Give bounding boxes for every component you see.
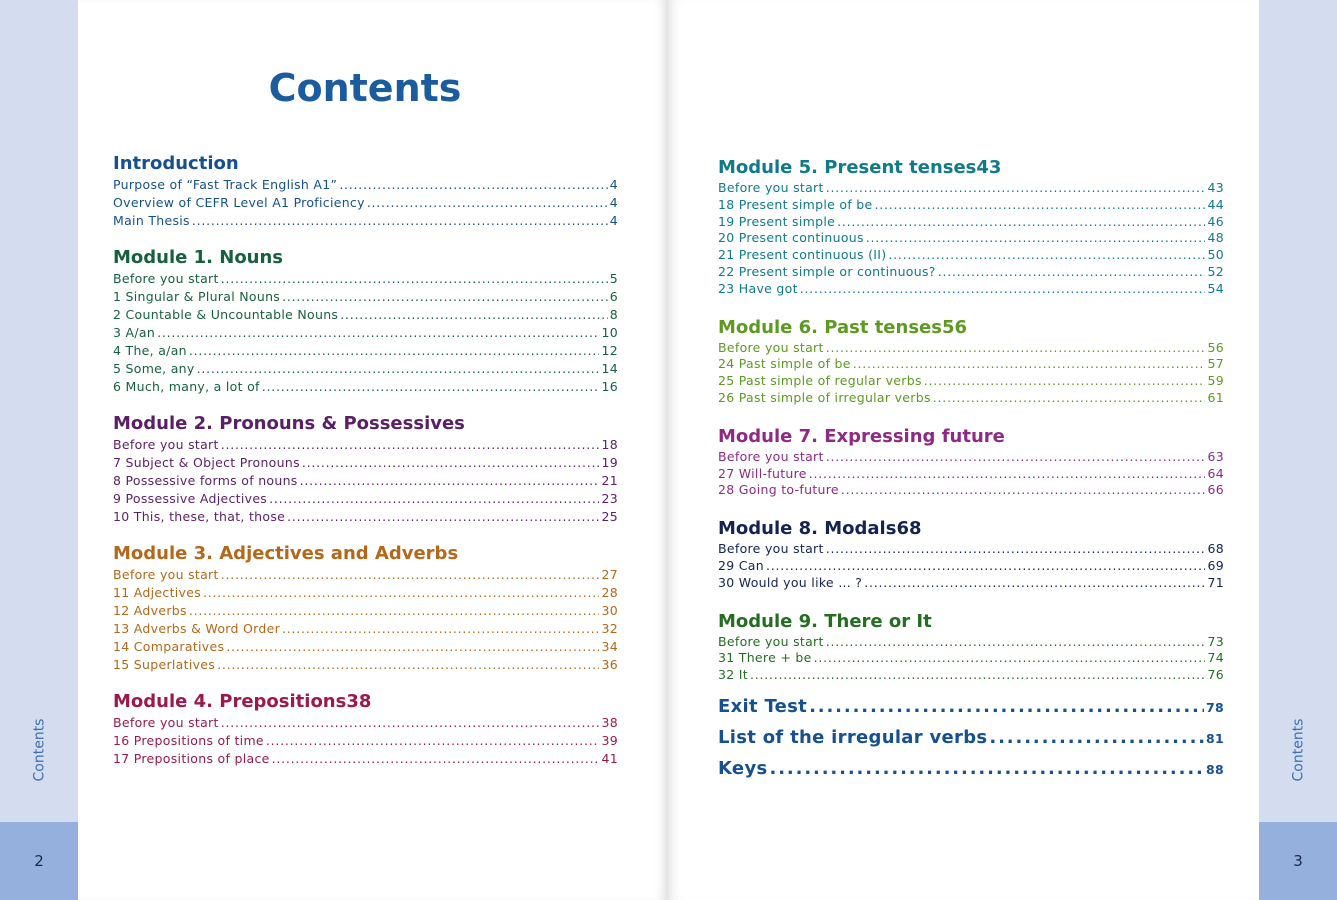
toc-section: [718, 425, 1224, 499]
entry-label: 12 Adverbs: [113, 603, 187, 618]
dot-leader: [770, 754, 1205, 784]
toc-entry[interactable]: [113, 732, 618, 750]
entry-page-number: 44: [1207, 196, 1224, 212]
entry-label: 29 Can: [718, 557, 764, 573]
entry-label: 16 Prepositions of time: [113, 733, 264, 748]
toc-entry[interactable]: [113, 602, 618, 620]
entry-label: Exit Test: [718, 695, 808, 717]
dot-leader: [262, 378, 600, 396]
dot-leader: [221, 270, 608, 288]
entry-label: 14 Comparatives: [113, 639, 225, 654]
left-page: [78, 0, 668, 900]
entry-label: Before you start: [718, 180, 824, 195]
dot-leader: [924, 373, 1206, 390]
toc-entry[interactable]: [113, 176, 618, 194]
entry-label: Overview of CEFR Level A1 Proficiency: [113, 195, 365, 210]
toc-entry[interactable]: [113, 436, 618, 454]
dot-leader: [853, 356, 1206, 373]
toc-entry[interactable]: [113, 212, 618, 230]
entry-label: Before you start: [113, 567, 219, 582]
dot-leader: [226, 638, 599, 656]
entry-label: Before you start: [718, 448, 824, 464]
entry-page-number: 50: [1207, 247, 1224, 263]
entry-page-number: 64: [1207, 465, 1224, 481]
dot-leader: [367, 194, 608, 212]
entry-label: 31 There + be: [718, 650, 812, 666]
toc-section: [113, 412, 618, 526]
section-title[interactable]: Module 8. Modals68: [718, 518, 922, 540]
entry-label: Before you start: [113, 437, 219, 452]
dot-leader: [282, 288, 608, 306]
entry-label: List of the irregular verbs: [718, 726, 988, 748]
entry-page-number: 76: [1207, 667, 1224, 683]
side-tab-label: Contents: [30, 718, 47, 782]
toc-entry[interactable]: [718, 340, 1224, 357]
entry-label: 30 Would you like … ?: [718, 574, 863, 590]
toc-section: [718, 517, 1224, 591]
side-tab-label: Contents: [1289, 718, 1306, 782]
toc-entry[interactable]: [113, 378, 618, 396]
entry-page-number: 19: [601, 455, 618, 470]
entry-label: 4 The, a/an: [113, 343, 187, 358]
toc-entry[interactable]: [113, 342, 618, 360]
toc-entry[interactable]: [718, 667, 1224, 684]
toc-entry[interactable]: [718, 247, 1224, 264]
entry-page-number: 59: [1207, 373, 1224, 389]
entry-label: Before you start: [113, 271, 219, 286]
entry-label: Before you start: [718, 633, 824, 649]
toc-entry[interactable]: [718, 356, 1224, 373]
toc-entry[interactable]: [113, 288, 618, 306]
dot-leader: [826, 541, 1206, 558]
toc-section: [718, 316, 1224, 407]
entry-label: Keys: [718, 757, 768, 779]
entry-label: 10 This, these, that, those: [113, 509, 286, 524]
entry-page-number: 56: [1207, 339, 1224, 355]
dot-leader: [287, 508, 599, 526]
dot-leader: [933, 390, 1206, 407]
right-side-tab: [1259, 0, 1337, 900]
entry-page-number: 10: [601, 325, 618, 340]
entry-label: 9 Possessive Adjectives: [113, 491, 268, 506]
entry-page-number: 6: [609, 289, 618, 304]
entry-label: 5 Some, any: [113, 361, 195, 376]
toc-entry[interactable]: [113, 638, 618, 656]
dot-leader: [221, 436, 600, 454]
entry-label: 6 Much, many, a lot of: [113, 379, 260, 394]
entry-page-number: 48: [1207, 230, 1224, 246]
toc-entry[interactable]: [718, 197, 1224, 214]
entry-page-number: 5: [609, 271, 618, 286]
entry-label: 23 Have got: [718, 280, 798, 296]
dot-leader: [809, 692, 1204, 722]
section-title[interactable]: Introduction: [113, 153, 239, 174]
entry-page-number: 46: [1207, 213, 1224, 229]
entry-page-number: 34: [601, 639, 618, 654]
toc-entry[interactable]: [718, 230, 1224, 247]
dot-leader: [266, 732, 600, 750]
entry-label: 2 Countable & Uncountable Nouns: [113, 307, 339, 322]
toc-section: [113, 542, 618, 674]
dot-leader: [189, 342, 600, 360]
toc-section: [113, 246, 618, 396]
left-side-tab: [0, 0, 78, 900]
dot-leader: [272, 750, 600, 768]
entry-page-number: 68: [1207, 541, 1224, 557]
toc-column-right: [718, 156, 1224, 785]
dot-leader: [826, 449, 1206, 466]
toc-entry[interactable]: [113, 508, 618, 526]
entry-page-number: 78: [1206, 699, 1224, 715]
right-page: [668, 0, 1259, 900]
dot-leader: [157, 324, 599, 342]
page-number: 3: [1259, 822, 1337, 900]
entry-page-number: 43: [1207, 180, 1224, 195]
toc-entry[interactable]: [718, 482, 1224, 499]
dot-leader: [269, 490, 599, 508]
entry-page-number: 74: [1207, 650, 1224, 666]
entry-page-number: 32: [601, 621, 618, 636]
toc-entry[interactable]: [718, 754, 1224, 785]
dot-leader: [814, 650, 1206, 667]
entry-page-number: 8: [609, 307, 618, 322]
toc-entry[interactable]: [113, 750, 618, 768]
dot-leader: [766, 558, 1205, 575]
dot-leader: [339, 176, 607, 194]
entry-label: 25 Past simple of regular verbs: [718, 373, 922, 389]
dot-leader: [750, 667, 1206, 684]
dot-leader: [989, 723, 1204, 753]
toc-entry[interactable]: [718, 449, 1224, 466]
entry-page-number: 4: [609, 195, 618, 210]
toc-section: [113, 690, 618, 768]
entry-label: 13 Adverbs & Word Order: [113, 621, 281, 636]
entry-page-number: 71: [1207, 574, 1224, 590]
toc-entry[interactable]: [718, 466, 1224, 483]
entry-label: 22 Present simple or continuous?: [718, 263, 936, 279]
entry-label: 32 It: [718, 667, 748, 683]
entry-label: Purpose of “Fast Track English A1”: [113, 177, 338, 192]
toc-entry[interactable]: [718, 575, 1224, 592]
toc-entry[interactable]: [113, 454, 618, 472]
entry-page-number: 81: [1206, 730, 1224, 746]
entry-label: 26 Past simple of irregular verbs: [718, 389, 931, 405]
dot-leader: [221, 714, 600, 732]
section-title[interactable]: Module 7. Expressing future: [718, 425, 1005, 447]
dot-leader: [875, 197, 1206, 214]
dot-leader: [192, 212, 608, 230]
toc-entry[interactable]: [113, 584, 618, 602]
dot-leader: [217, 656, 599, 674]
dot-leader: [826, 340, 1206, 357]
entry-label: 15 Superlatives: [113, 657, 216, 672]
dot-leader: [864, 575, 1205, 592]
entry-label: Before you start: [718, 541, 824, 557]
section-title[interactable]: Module 6. Past tenses56: [718, 316, 968, 338]
toc-entry[interactable]: [113, 566, 618, 584]
dot-leader: [800, 281, 1206, 298]
entry-label: 3 A/an: [113, 325, 156, 340]
toc-entry[interactable]: [113, 306, 618, 324]
entry-page-number: 38: [601, 715, 618, 730]
dot-leader: [826, 634, 1206, 651]
extras-list: [718, 692, 1224, 785]
dot-leader: [197, 360, 600, 378]
toc-entry[interactable]: [718, 281, 1224, 298]
toc-entry[interactable]: [718, 264, 1224, 281]
dot-leader: [837, 214, 1205, 231]
toc-section: [718, 156, 1224, 298]
dot-leader: [841, 482, 1206, 499]
toc-entry[interactable]: [113, 360, 618, 378]
section-title[interactable]: Module 4. Prepositions38: [113, 691, 372, 712]
section-title[interactable]: Module 3. Adjectives and Adverbs: [113, 543, 459, 564]
page-title: Contents: [268, 66, 462, 110]
toc-entry[interactable]: [718, 634, 1224, 651]
entry-label: Before you start: [718, 339, 824, 355]
toc-entry[interactable]: [718, 650, 1224, 667]
section-title[interactable]: Module 9. There or It: [718, 610, 932, 632]
entry-page-number: 4: [609, 177, 618, 192]
dot-leader: [203, 584, 599, 602]
entry-page-number: 21: [601, 473, 618, 488]
entry-page-number: 66: [1207, 482, 1224, 498]
section-title[interactable]: Module 1. Nouns: [113, 247, 284, 268]
toc-section: [718, 610, 1224, 684]
dot-leader: [221, 566, 600, 584]
entry-label: 11 Adjectives: [113, 585, 202, 600]
toc-entry[interactable]: [113, 324, 618, 342]
entry-page-number: 18: [601, 437, 618, 452]
entry-label: 24 Past simple of be: [718, 356, 851, 372]
entry-page-number: 4: [609, 213, 618, 228]
entry-page-number: 73: [1207, 633, 1224, 649]
toc-column-left: [113, 152, 618, 768]
entry-page-number: 12: [601, 343, 618, 358]
entry-page-number: 27: [601, 567, 618, 582]
entry-page-number: 63: [1207, 448, 1224, 464]
entry-label: 1 Singular & Plural Nouns: [113, 289, 281, 304]
entry-label: 20 Present continuous: [718, 230, 864, 246]
dot-leader: [888, 247, 1205, 264]
toc-entry[interactable]: [718, 390, 1224, 407]
entry-page-number: 14: [601, 361, 618, 376]
entry-label: 19 Present simple: [718, 213, 836, 229]
entry-page-number: 36: [601, 657, 618, 672]
entry-label: 8 Possessive forms of nouns: [113, 473, 298, 488]
toc-entry[interactable]: [718, 214, 1224, 231]
entry-page-number: 39: [601, 733, 618, 748]
dot-leader: [340, 306, 608, 324]
toc-section: [113, 152, 618, 230]
dot-leader: [302, 454, 600, 472]
entry-page-number: 30: [601, 603, 618, 618]
dot-leader: [826, 180, 1206, 197]
toc-entry[interactable]: [113, 472, 618, 490]
dot-leader: [300, 472, 600, 490]
dot-leader: [938, 264, 1206, 281]
entry-label: 27 Will-future: [718, 465, 807, 481]
entry-page-number: 41: [601, 751, 618, 766]
entry-label: 28 Going to-future: [718, 482, 839, 498]
entry-label: 21 Present continuous (II): [718, 247, 887, 263]
toc-entry[interactable]: [113, 656, 618, 674]
entry-label: 17 Prepositions of place: [113, 751, 270, 766]
toc-entry[interactable]: [113, 620, 618, 638]
entry-page-number: 52: [1207, 263, 1224, 279]
toc-entry[interactable]: [113, 714, 618, 732]
toc-entry[interactable]: [718, 723, 1224, 754]
entry-page-number: 54: [1207, 280, 1224, 296]
toc-entry[interactable]: [718, 180, 1224, 197]
entry-label: Before you start: [113, 715, 219, 730]
entry-page-number: 25: [601, 509, 618, 524]
entry-page-number: 69: [1207, 557, 1224, 573]
entry-page-number: 88: [1206, 761, 1224, 777]
toc-entry[interactable]: [113, 194, 618, 212]
section-title[interactable]: Module 5. Present tenses43: [718, 157, 1002, 178]
page-number: 2: [0, 822, 78, 900]
toc-entry[interactable]: [718, 541, 1224, 558]
toc-entry[interactable]: [113, 270, 618, 288]
toc-entry[interactable]: [718, 692, 1224, 723]
toc-entry[interactable]: [718, 373, 1224, 390]
dot-leader: [282, 620, 599, 638]
entry-page-number: 16: [601, 379, 618, 394]
entry-page-number: 61: [1207, 389, 1224, 405]
entry-label: Main Thesis: [113, 213, 190, 228]
toc-entry[interactable]: [113, 490, 618, 508]
toc-entry[interactable]: [718, 558, 1224, 575]
entry-label: 7 Subject & Object Pronouns: [113, 455, 300, 470]
section-title[interactable]: Module 2. Pronouns & Possessives: [113, 413, 465, 434]
entry-page-number: 57: [1207, 356, 1224, 372]
entry-label: 18 Present simple of be: [718, 196, 873, 212]
dot-leader: [809, 466, 1206, 483]
dot-leader: [189, 602, 600, 620]
entry-page-number: 23: [601, 491, 618, 506]
dot-leader: [866, 230, 1206, 247]
entry-page-number: 28: [601, 585, 618, 600]
